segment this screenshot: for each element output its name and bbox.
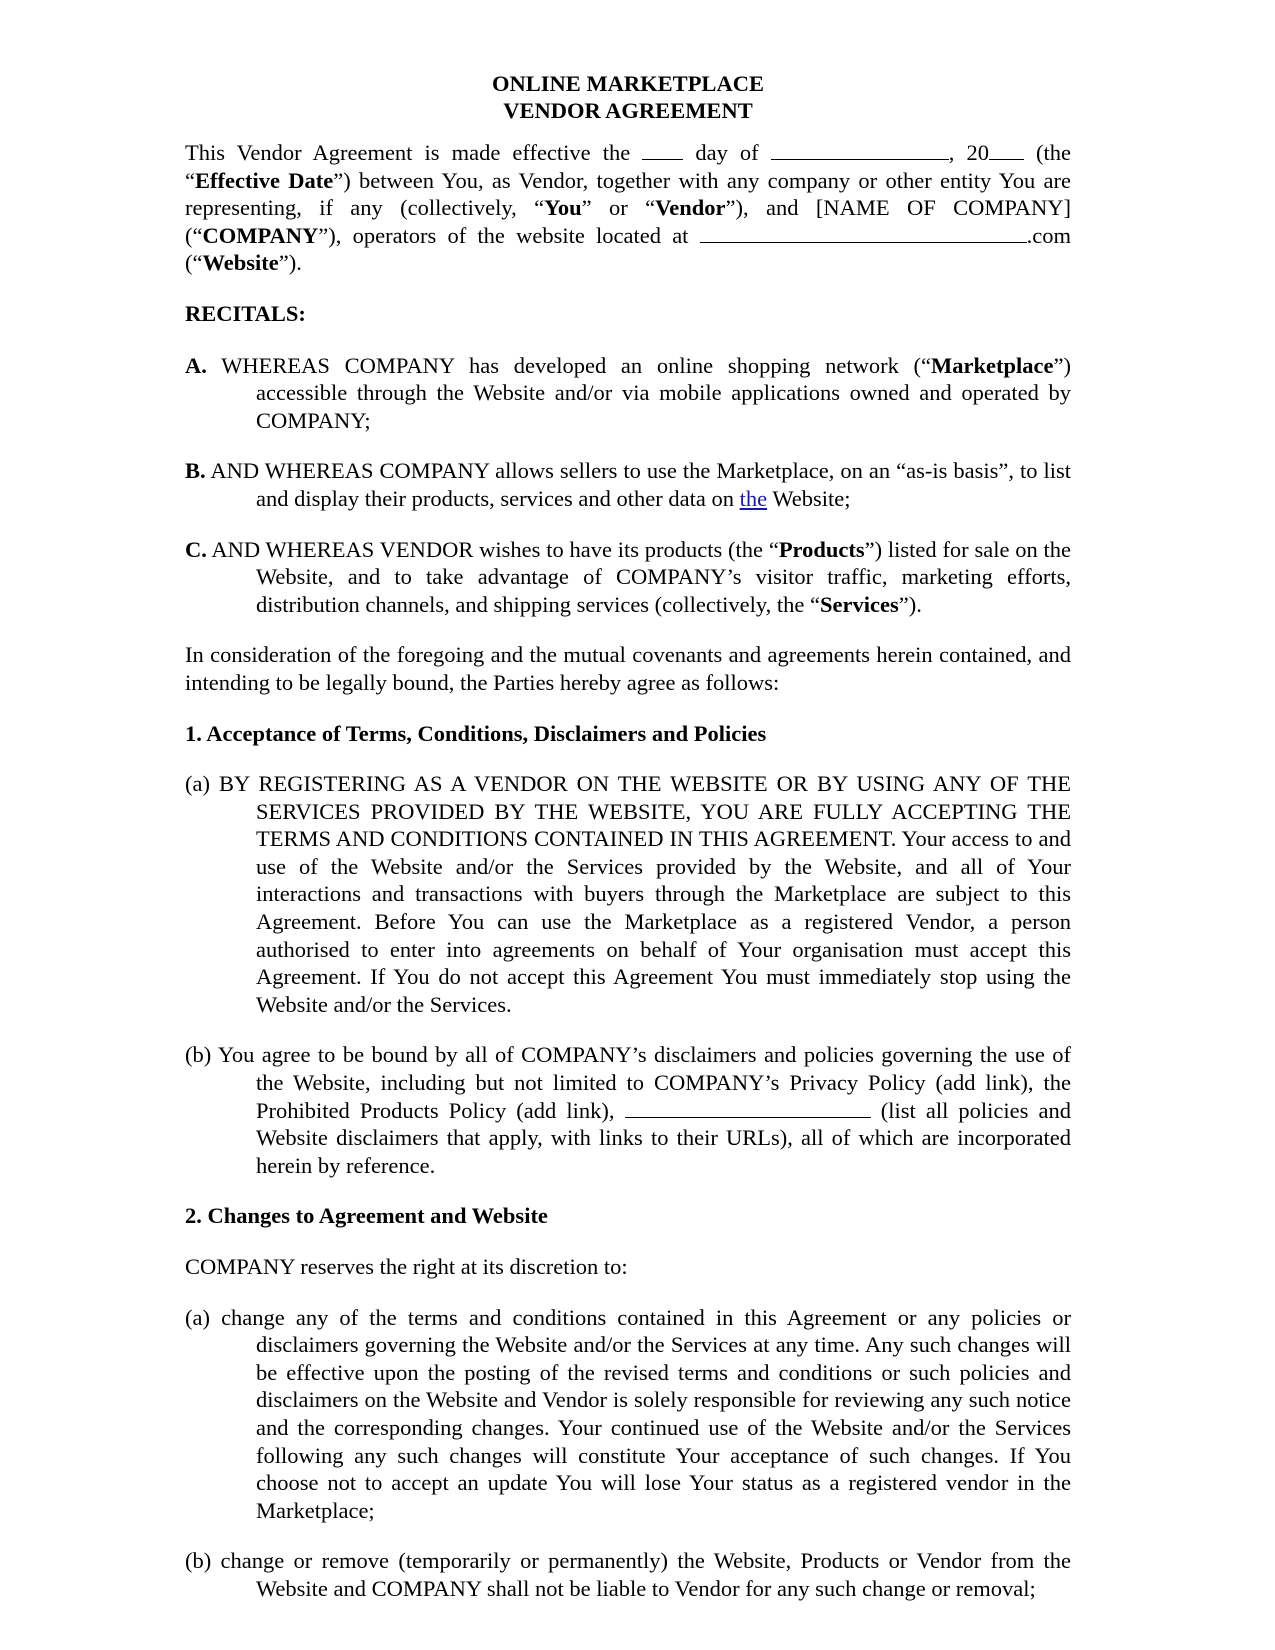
item-text: change any of the terms and conditions contained in this Agreement or any policies or disclaimers governing the Website and/or the Services at any time. Any such changes will be effective upon the posting of the revised terms and conditions or such policies and disclaimers on the Website and Vendor is solely responsible for reviewing any such notice and the corresponding changes. Your continued use of the Website and/or the Services following any such changes will constitute Your acceptance of such changes. If You choose not to accept an update You will lose Your status as a registered vendor in the Marketplace; xyxy=(209,1304,1071,1523)
section-1-item-a xyxy=(185,770,1071,1018)
document-body xyxy=(185,70,1071,1626)
recital-text: AND WHEREAS VENDOR wishes to have its products (the “ xyxy=(206,536,779,562)
item-label: (b) xyxy=(185,1548,212,1574)
document-title-line-2: VENDOR AGREEMENT xyxy=(503,98,753,123)
defined-term: Marketplace xyxy=(931,352,1054,378)
section-2-intro: COMPANY reserves the right at its discretion to: xyxy=(185,1254,628,1279)
item-label: (a) xyxy=(185,1304,210,1330)
intro-text: ”), operators of the website located at xyxy=(318,222,700,248)
recital-b xyxy=(185,457,1071,512)
defined-term: Services xyxy=(820,591,899,617)
recital-text: ”). xyxy=(898,591,922,617)
recital-text: ”) listed for sale on the Website, and to take advantage of COMPANY’s visitor traffic, marketing efforts, distribution channels, and shipping services (collectively, the “ xyxy=(256,536,1071,617)
recital-text: Website; xyxy=(767,485,851,511)
intro-text: (the “ xyxy=(185,140,1072,193)
recital-label: B. xyxy=(185,458,206,484)
year-blank xyxy=(989,141,1024,160)
intro-text: This Vendor Agreement is made effective the xyxy=(185,140,643,165)
intro-text: day of xyxy=(683,140,771,165)
intro-text: , 20 xyxy=(948,140,989,165)
defined-term: COMPANY xyxy=(202,222,319,248)
section-2-heading: 2. Changes to Agreement and Website xyxy=(185,1203,548,1229)
recital-label: C. xyxy=(185,536,207,562)
month-blank xyxy=(771,141,949,160)
item-label: (b) xyxy=(185,1042,212,1068)
item-text: change or remove (temporarily or permanently) the Website, Products or Vendor from the Website and COMPANY shall not be liable to Vendor for any such change or removal; xyxy=(211,1548,1071,1601)
intro-text: ” or “ xyxy=(581,195,656,221)
section-1-heading: 1. Acceptance of Terms, Conditions, Disclaimers and Policies xyxy=(185,720,767,746)
consideration-paragraph: In consideration of the foregoing and the mutual covenants and agreements herein contained, and intending to be legally bound, the Parties hereby agree as follows: xyxy=(185,642,1071,695)
defined-term: Website xyxy=(202,250,279,276)
recital-c xyxy=(185,536,1071,619)
day-blank xyxy=(642,141,683,160)
defined-term: Products xyxy=(778,536,865,562)
recital-text: WHEREAS COMPANY has developed an online shopping network (“ xyxy=(206,352,932,378)
recital-a xyxy=(185,352,1071,435)
intro-paragraph xyxy=(185,139,1071,277)
recital-label: A. xyxy=(185,352,207,378)
the-link[interactable]: the xyxy=(739,485,768,511)
intro-text: ”) between You, as Vendor, together with any company or other entity You are representing, if any (collectively, “ xyxy=(185,167,1071,221)
defined-term: Effective Date xyxy=(195,167,334,193)
section-2-item-a xyxy=(185,1304,1071,1525)
item-text: BY REGISTERING AS A VENDOR ON THE WEBSITE OR BY USING ANY OF THE SERVICES PROVIDED BY THE WEBSITE, YOU ARE FULLY ACCEPTING THE TERMS AND CONDITIONS CONTAINED IN THIS AGREEMENT. Your access to and use of the Website and/or the Services provided by the Website, and all of Your interactions and transactions with buyers through the Marketplace are subject to this Agreement. Before You can use the Marketplace as a registered Vendor, a person authorised to enter into agreements on behalf of Your organisation must accept this Agreement. If You do not accept this Agreement You must immediately stop using the Website and/or the Services. xyxy=(209,771,1071,1017)
defined-term: You xyxy=(544,195,582,221)
item-text: (list all policies and Website disclaimers that apply, with links to their URLs), all of which are incorporated herein by reference. xyxy=(256,1097,1071,1178)
section-1-item-b xyxy=(185,1041,1071,1179)
recitals-heading: RECITALS: xyxy=(185,300,306,326)
website-blank xyxy=(700,224,1027,243)
section-2-item-b xyxy=(185,1547,1071,1602)
document-title-line-1: ONLINE MARKETPLACE xyxy=(492,71,764,96)
item-text: You agree to be bound by all of COMPANY’s disclaimers and policies governing the use of the Website, including but not limited to COMPANY’s Privacy Policy (add link), the Prohibited Products Policy (add link), xyxy=(211,1042,1071,1123)
recital-text: ”) accessible through the Website and/or via mobile applications owned and operated by COMPANY; xyxy=(256,352,1071,433)
intro-text: ”), and [NAME OF COMPANY] (“ xyxy=(185,195,1072,248)
intro-text: .com (“ xyxy=(185,222,1071,276)
recital-text: AND WHEREAS COMPANY allows sellers to use the Marketplace, on an “as-is basis”, to list and display their products, services and other data on xyxy=(205,458,1071,511)
defined-term: Vendor xyxy=(655,195,726,221)
item-label: (a) xyxy=(185,771,210,797)
policies-blank xyxy=(625,1099,871,1118)
intro-text: ”). xyxy=(278,250,302,276)
